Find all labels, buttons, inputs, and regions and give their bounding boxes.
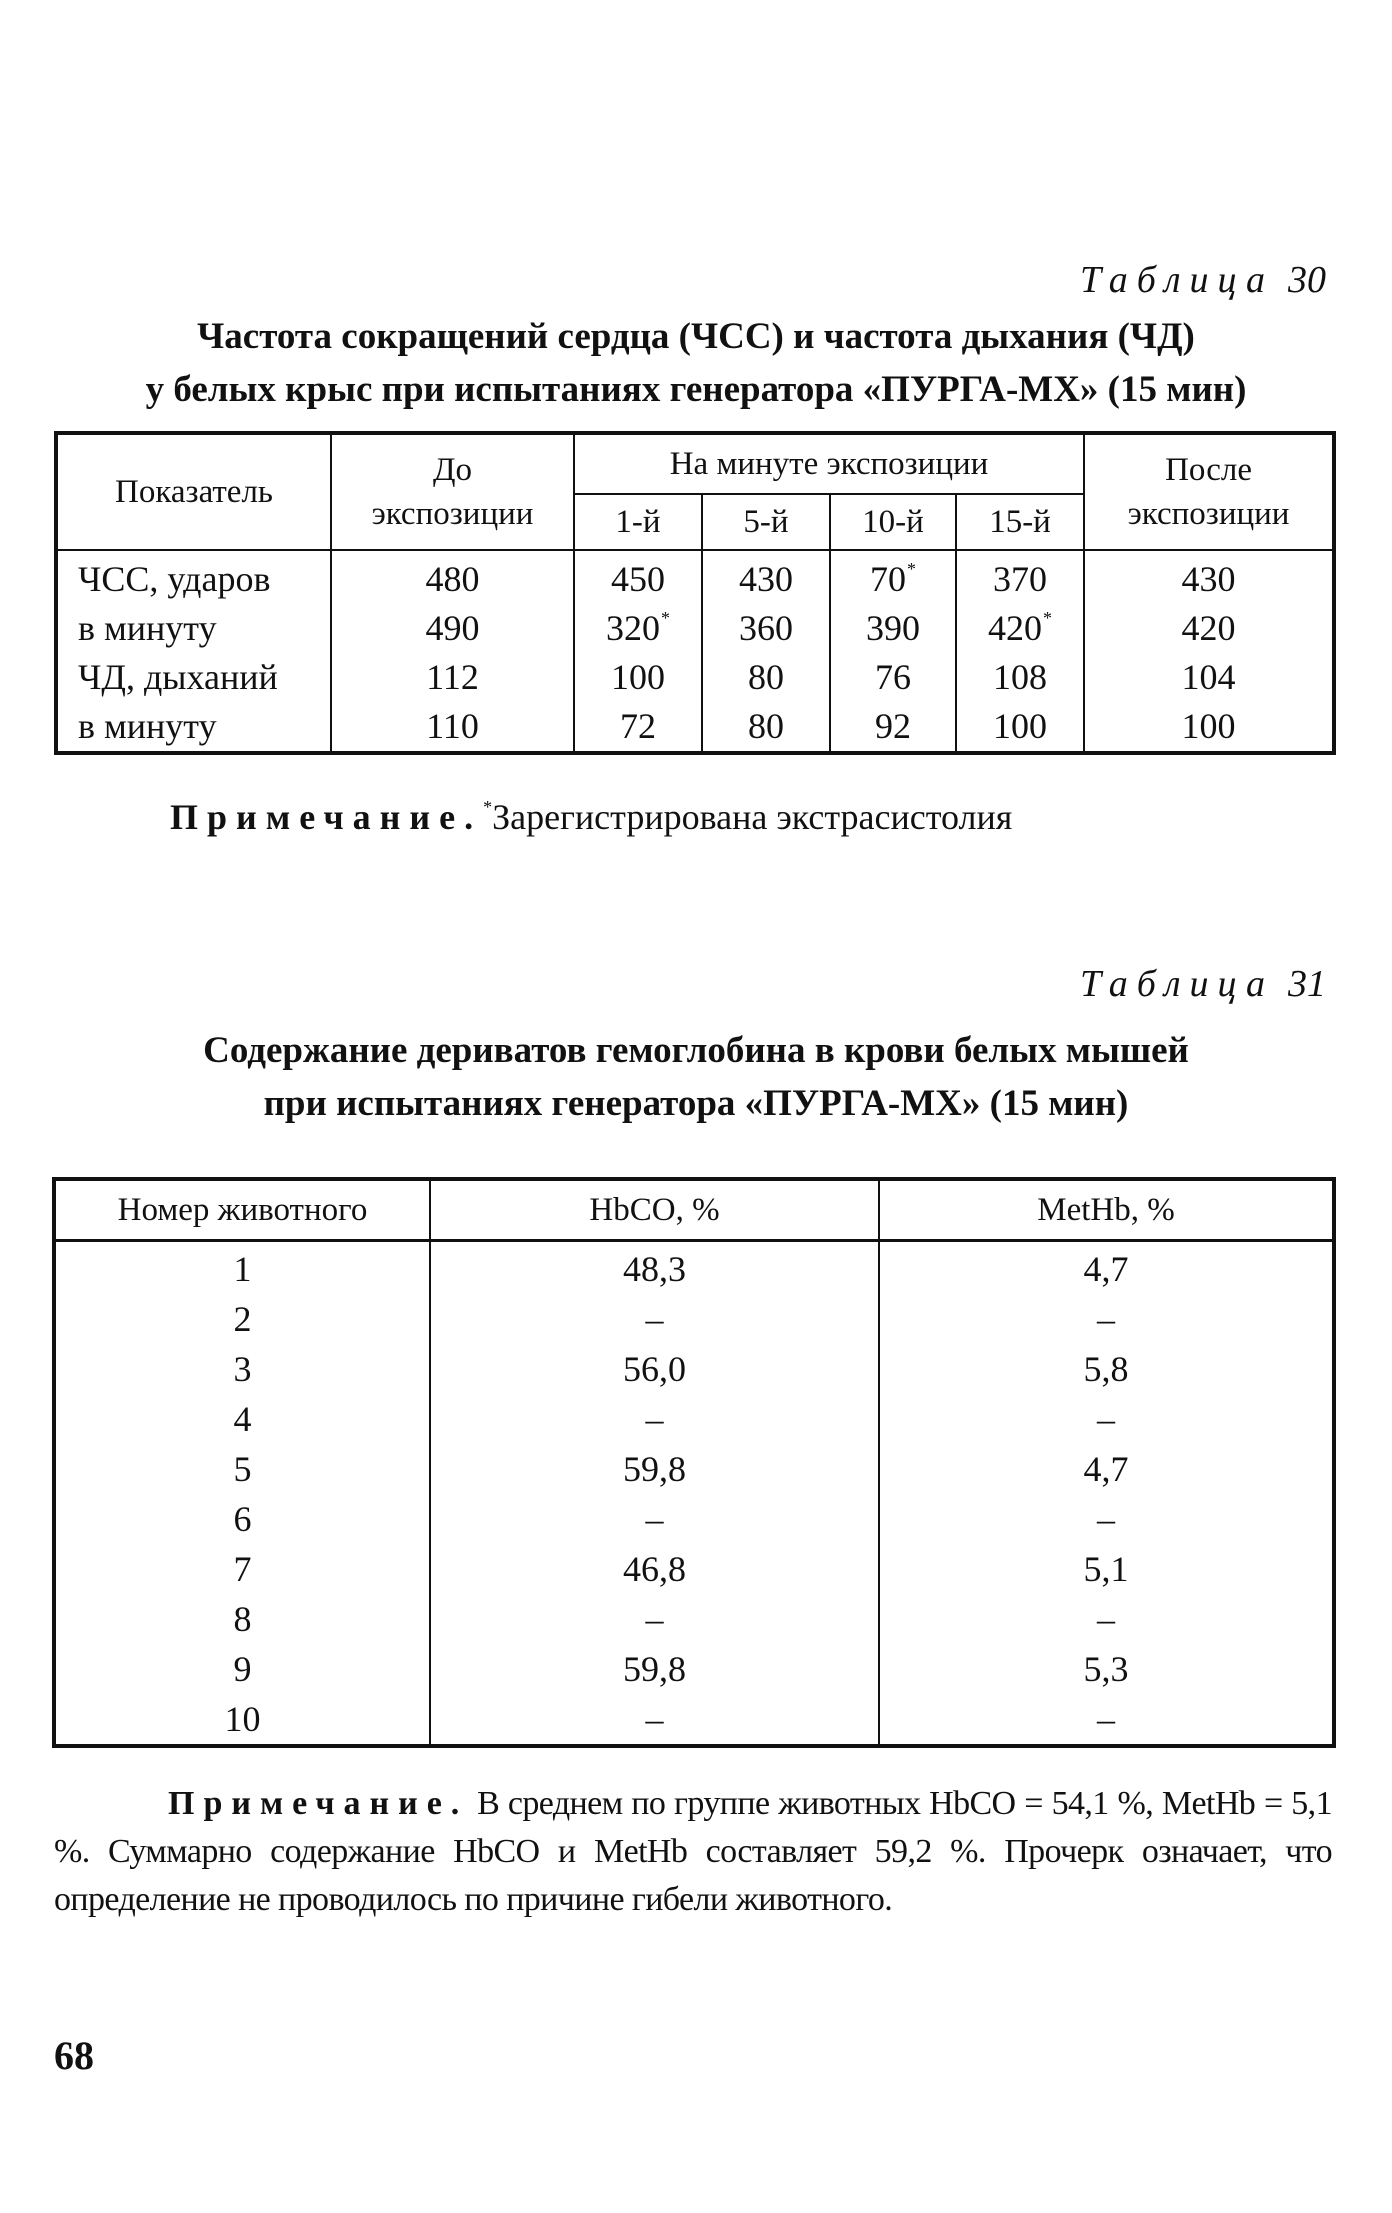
header-minute-5: 5-й [702,494,830,550]
table-row [54,1241,1334,1295]
cell-animal-number: 7 [54,1544,430,1594]
header-minute-15: 15-й [956,494,1084,550]
cell-value: 420 [988,608,1043,648]
cell-methb: – [879,1694,1334,1746]
cell-hbco: – [430,1294,879,1344]
table-31-title [0,1024,1392,1130]
header-minute-group: На минуте экспозиции [574,433,1084,494]
row-label: ЧД, дыханий [56,653,331,702]
cell-hbco: 59,8 [430,1444,879,1494]
cell-animal-number: 4 [54,1394,430,1444]
cell-minute-1 [574,604,702,653]
cell-methb: – [879,1394,1334,1444]
header-after-line-2: экспозиции [1127,496,1290,532]
cell-minute-5: 430 [702,550,830,604]
cell-minute-5: 360 [702,604,830,653]
table-31-title-line-1: Содержание дериватов гемоглобина в крови белых мышей [203,1030,1189,1071]
cell-before: 490 [331,604,574,653]
cell-animal-number: 6 [54,1494,430,1544]
header-after [1084,433,1334,550]
table-30 [54,431,1336,755]
cell-methb: 4,7 [879,1241,1334,1295]
note-text: Зарегистрирована экстрасистолия [492,797,1013,837]
extrasystole-mark: * [1043,608,1053,628]
header-minute-10: 10-й [830,494,956,550]
note-label: Примечание. [170,797,483,837]
cell-minute-5: 80 [702,702,830,753]
cell-minute-15 [956,604,1084,653]
cell-hbco: 48,3 [430,1241,879,1295]
header-indicator: Показатель [56,433,331,550]
cell-minute-1: 100 [574,653,702,702]
cell-minute-15: 370 [956,550,1084,604]
table-31-caption-number: 31 [1288,963,1326,1005]
table-row [54,1644,1334,1694]
cell-animal-number: 9 [54,1644,430,1694]
table-30-title [0,310,1392,416]
table-30-title-line-2: у белых крыс при испытаниях генератора «ПУРГА-МХ» (15 мин) [145,369,1247,410]
note-paragraph [54,1780,1332,1924]
cell-animal-number: 2 [54,1294,430,1344]
table-row [54,1344,1334,1394]
cell-minute-1: 72 [574,702,702,753]
header-before-line-1: До [432,452,472,488]
page-number: 68 [54,2033,94,2078]
table-30-caption [1080,258,1326,302]
table-31-title-line-2: при испытаниях генератора «ПУРГА-МХ» (15 мин) [263,1083,1129,1124]
table-31-caption-word: Таблица [1080,963,1274,1005]
table-30-note [170,796,1012,838]
table-row [54,1494,1334,1544]
table-30-caption-word: Таблица [1080,259,1274,301]
cell-methb: – [879,1494,1334,1544]
table-31-caption [1080,962,1326,1006]
table-row [54,1394,1334,1444]
note-mark: * [483,797,493,817]
cell-minute-5: 80 [702,653,830,702]
cell-minute-10: 92 [830,702,956,753]
cell-value: 320 [606,608,660,648]
header-hbco: HbCO, % [430,1179,879,1241]
header-animal-number: Номер животного [54,1179,430,1241]
row-label: ЧСС, ударов [56,550,331,604]
cell-methb: 5,1 [879,1544,1334,1594]
extrasystole-mark: * [907,559,916,579]
note-label: Примечание. [168,1785,469,1822]
table-row [54,1594,1334,1644]
cell-minute-15: 100 [956,702,1084,753]
cell-after: 100 [1084,702,1334,753]
cell-animal-number: 1 [54,1241,430,1295]
cell-minute-10 [830,550,956,604]
note-text: В среднем по группе животных HbCO = 54,1 %, MetHb = 5,1 %. Суммарно содержание HbCO и MetHb составляет 59,2 %. Прочерк означает, что определение не проводилось по причине гибели животного. [54,1785,1332,1918]
table-31-note [54,1780,1332,1924]
cell-methb: 5,3 [879,1644,1334,1694]
cell-value: 70 [870,559,906,599]
cell-before: 110 [331,702,574,753]
cell-animal-number: 3 [54,1344,430,1394]
row-label: в минуту [56,604,331,653]
cell-minute-15: 108 [956,653,1084,702]
cell-after: 104 [1084,653,1334,702]
header-methb: MetHb, % [879,1179,1334,1241]
cell-after: 430 [1084,550,1334,604]
header-after-line-1: После [1165,452,1252,488]
extrasystole-mark: * [661,608,670,628]
table-31 [52,1177,1336,1748]
cell-methb: – [879,1594,1334,1644]
table-row [54,1294,1334,1344]
cell-hbco: – [430,1394,879,1444]
header-before-line-2: экспозиции [371,496,534,532]
cell-hbco: 59,8 [430,1644,879,1694]
cell-methb: – [879,1294,1334,1344]
table-row [56,604,1334,653]
cell-animal-number: 10 [54,1694,430,1746]
cell-after: 420 [1084,604,1334,653]
cell-before: 112 [331,653,574,702]
table-row [56,550,1334,604]
cell-minute-1: 450 [574,550,702,604]
cell-hbco: – [430,1694,879,1746]
cell-before: 480 [331,550,574,604]
cell-minute-10: 76 [830,653,956,702]
cell-animal-number: 5 [54,1444,430,1494]
row-label: в минуту [56,702,331,753]
cell-hbco: 56,0 [430,1344,879,1394]
table-row [54,1544,1334,1594]
table-row [56,702,1334,753]
header-minute-1: 1-й [574,494,702,550]
table-row [56,653,1334,702]
table-row [54,1444,1334,1494]
header-before [331,433,574,550]
table-30-caption-number: 30 [1288,259,1326,301]
cell-hbco: 46,8 [430,1544,879,1594]
cell-animal-number: 8 [54,1594,430,1644]
cell-hbco: – [430,1494,879,1544]
cell-hbco: – [430,1594,879,1644]
cell-methb: 4,7 [879,1444,1334,1494]
table-30-title-line-1: Частота сокращений сердца (ЧСС) и частота дыхания (ЧД) [197,316,1195,357]
cell-minute-10: 390 [830,604,956,653]
table-row [54,1694,1334,1746]
cell-methb: 5,8 [879,1344,1334,1394]
